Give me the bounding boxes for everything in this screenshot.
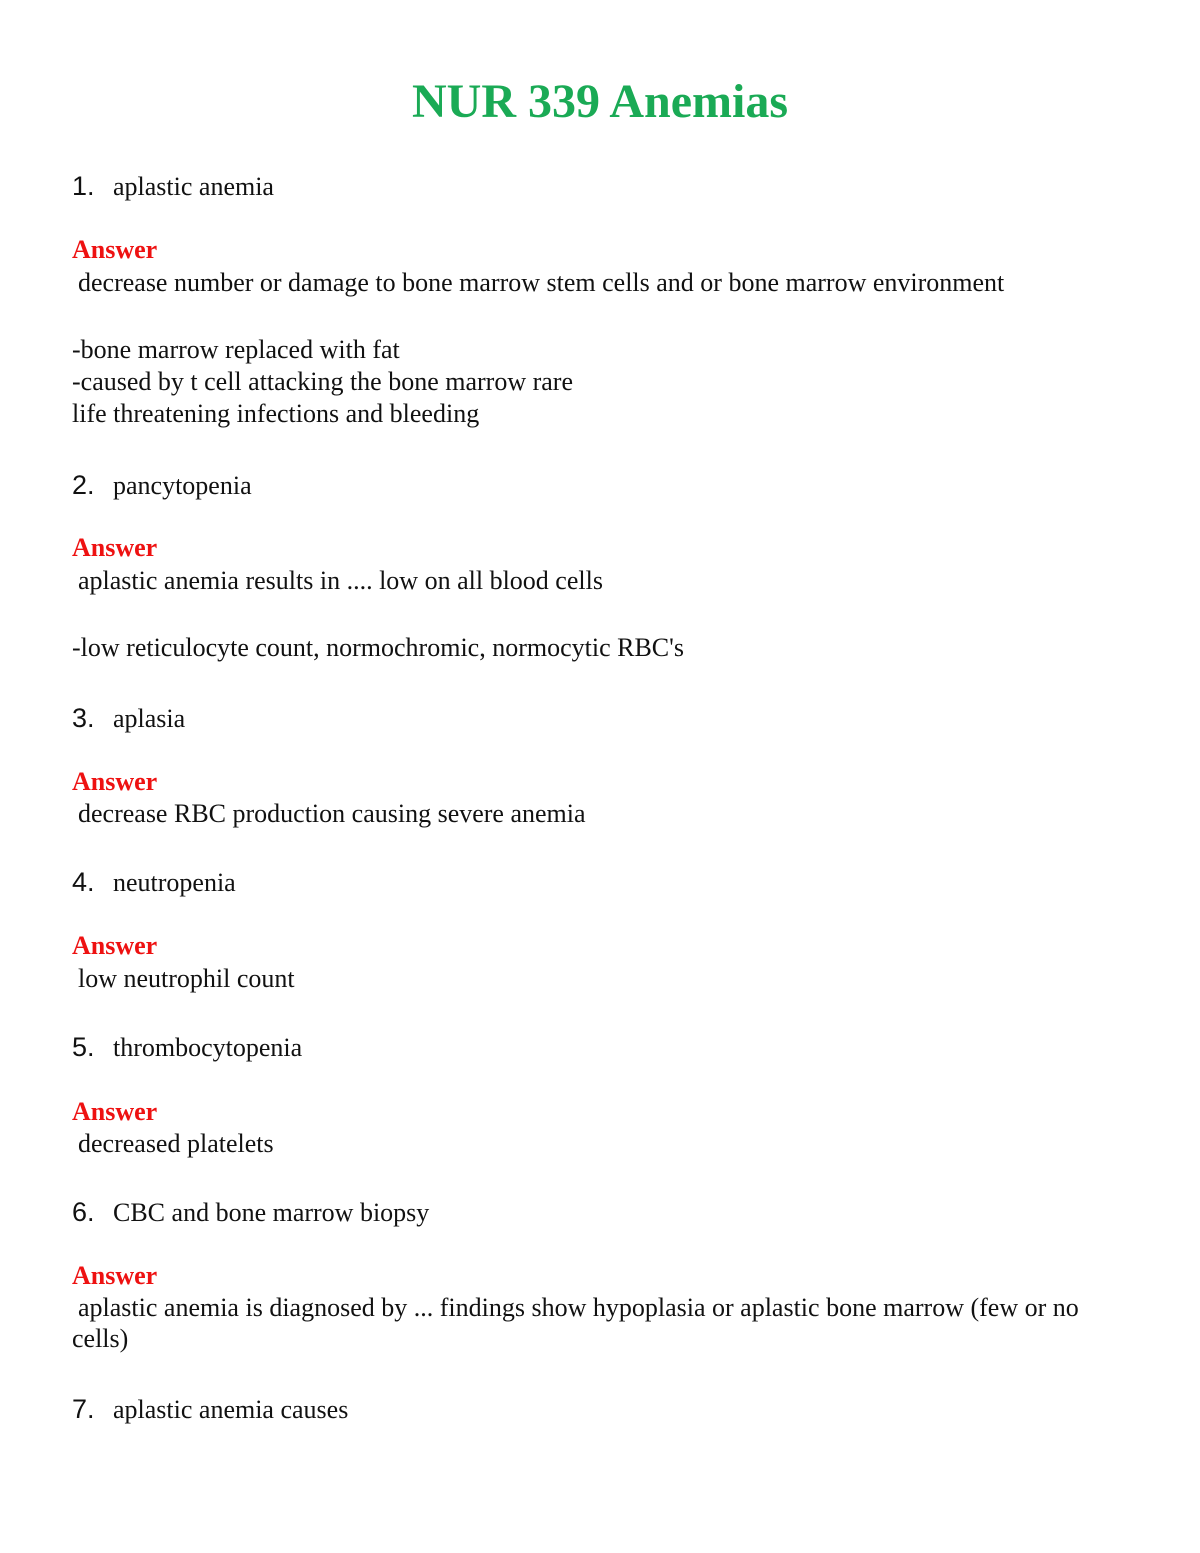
- question-2: [72, 469, 252, 502]
- question-1: [72, 170, 274, 203]
- question-3: [72, 702, 185, 735]
- answer-text: aplastic anemia is diagnosed by ... findings show hypoplasia or aplastic bone marrow (few or no cells): [72, 1293, 1079, 1353]
- question-number: 3.: [72, 703, 95, 733]
- answer-text: decreased platelets: [78, 1129, 274, 1158]
- question-term: neutropenia: [113, 868, 236, 897]
- answer-text: low neutrophil count: [78, 964, 295, 993]
- answer-notes: [72, 632, 1132, 664]
- note-line: -caused by t cell attacking the bone marrow rare: [72, 367, 573, 396]
- question-number: 1.: [72, 171, 95, 201]
- answer-label: Answer: [72, 1261, 158, 1290]
- answer-label: Answer: [72, 767, 158, 796]
- answer-label: Answer: [72, 235, 158, 264]
- page-title: NUR 339 Anemias: [411, 75, 788, 128]
- answer-label: Answer: [72, 533, 158, 562]
- answer-text: decrease number or damage to bone marrow stem cells and or bone marrow environment: [78, 268, 1005, 297]
- note-line: -low reticulocyte count, normochromic, normocytic RBC's: [72, 633, 684, 662]
- answer-label: Answer: [72, 1097, 158, 1126]
- note-line: life threatening infections and bleeding: [72, 399, 480, 428]
- question-term: thrombocytopenia: [113, 1033, 303, 1062]
- question-6: [72, 1196, 429, 1229]
- question-term: aplastic anemia causes: [113, 1395, 349, 1424]
- question-term: pancytopenia: [113, 471, 252, 500]
- answer-notes: [72, 334, 1132, 430]
- question-7: [72, 1393, 348, 1426]
- question-number: 6.: [72, 1197, 95, 1227]
- question-4: [72, 866, 236, 899]
- answer-text: aplastic anemia results in .... low on all blood cells: [78, 566, 603, 595]
- answer-label: Answer: [72, 931, 158, 960]
- question-number: 5.: [72, 1032, 95, 1062]
- question-number: 4.: [72, 867, 95, 897]
- note-line: -bone marrow replaced with fat: [72, 335, 400, 364]
- question-number: 7.: [72, 1394, 95, 1424]
- question-5: [72, 1031, 302, 1064]
- question-term: CBC and bone marrow biopsy: [113, 1198, 430, 1227]
- answer-text: decrease RBC production causing severe anemia: [78, 799, 586, 828]
- question-number: 2.: [72, 470, 95, 500]
- question-term: aplastic anemia: [113, 172, 274, 201]
- question-term: aplasia: [113, 704, 186, 733]
